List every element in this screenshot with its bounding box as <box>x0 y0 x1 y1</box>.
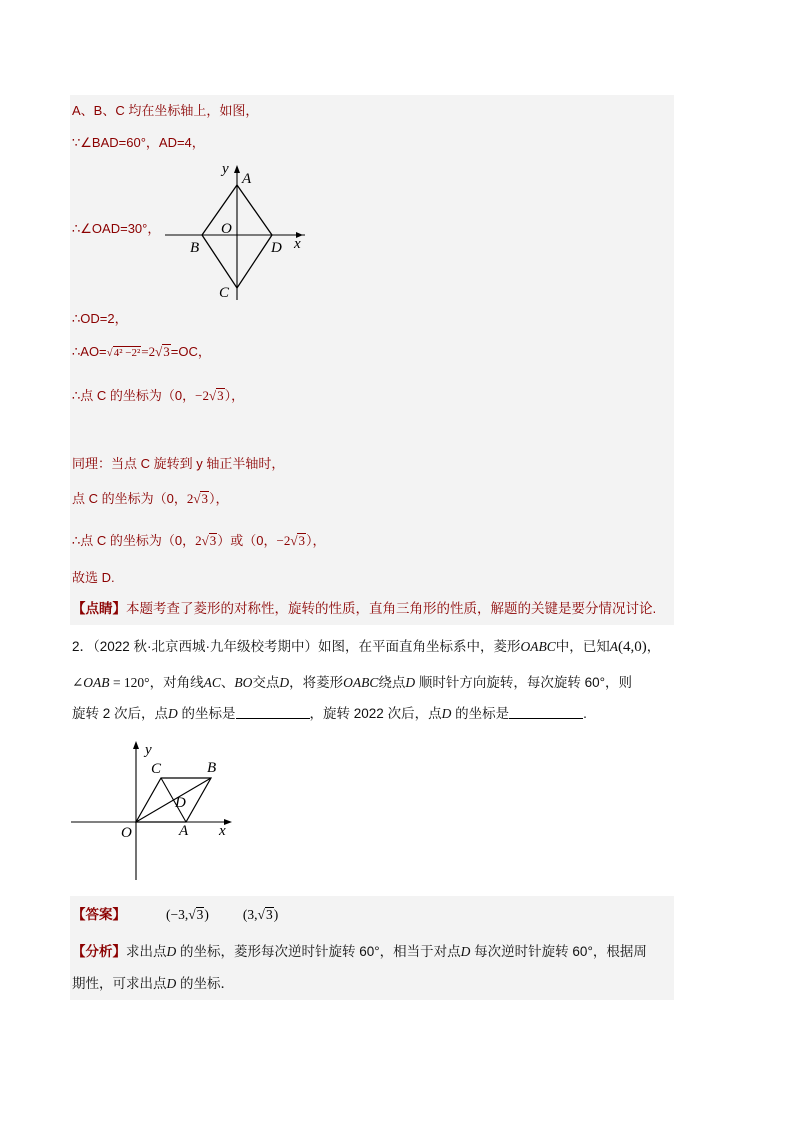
text-after-2022: ，旋转 2022 次后，点 <box>309 706 442 721</box>
problem2-intro: 2．（2022 秋·北京西城·九年级校考期中）如图，在平面直角坐标系中，菱形 <box>72 639 521 654</box>
label-a: A <box>242 171 252 187</box>
text-period: . <box>583 706 587 721</box>
solution-line-3: ∴∠OAD=30°， <box>72 221 161 236</box>
line5-prefix: ∴AO= <box>72 344 107 359</box>
problem2-given: 中，已知 <box>555 639 610 654</box>
problem2-line-2 <box>72 675 632 691</box>
y-axis-arrow <box>234 165 240 173</box>
text-clockwise: 顺时针方向旋转，每次旋转 60°，则 <box>415 675 633 690</box>
solution-line-8: 点 C 的坐标为（0，2√3）， <box>72 491 229 506</box>
line6-prefix: ∴点 C 的坐标为（0， <box>72 388 196 403</box>
problem2-line-1 <box>72 639 660 655</box>
line9-value-2: −2 <box>276 533 291 548</box>
label-o: O <box>221 221 232 237</box>
line6-radicand: 3 <box>217 388 224 403</box>
label-b: B <box>207 760 217 776</box>
label-y: y <box>145 742 152 758</box>
text-coord-is: 的坐标是 <box>177 706 236 721</box>
shape-oabc-2: OABC <box>343 675 379 690</box>
point-d-4: D <box>441 706 452 721</box>
text-sep: 、 <box>220 675 235 690</box>
analysis-text-e: 的坐标． <box>176 976 235 991</box>
line8-radicand: 3 <box>201 491 208 506</box>
point-a: A <box>609 639 619 654</box>
line9-mid: ）或（0， <box>217 533 277 548</box>
analysis-line-1 <box>72 944 647 960</box>
analysis-point-d-3: D <box>166 976 177 991</box>
shape-oabc: OABC <box>520 639 556 654</box>
text-rotate: ，将菱形 <box>289 675 344 690</box>
answer-blank-2[interactable] <box>509 706 583 719</box>
label-o: O <box>121 825 132 841</box>
solution-line-4: ∴OD=2， <box>72 311 128 326</box>
solution-line-7: 同理：当点 C 旋转到 y 轴正半轴时， <box>72 456 285 471</box>
line6-post: ）， <box>224 388 245 403</box>
text-around: 绕点 <box>378 675 406 690</box>
analysis-line-2 <box>72 976 234 992</box>
text-diagonal: ，对角线 <box>149 675 204 690</box>
point-d-2: D <box>405 675 416 690</box>
line9-prefix: ∴点 C 的坐标为（0， <box>72 533 196 548</box>
diag-bo: BO <box>234 675 253 690</box>
comment-line <box>72 601 656 617</box>
solution-line-1: A、B、C 均在坐标轴上，如图， <box>72 103 259 118</box>
line9-post: ）， <box>305 533 326 548</box>
rhombus-figure-2 <box>68 738 238 883</box>
analysis-point-d: D <box>166 944 177 959</box>
analysis-text-a: 求出点 <box>126 944 167 959</box>
point-d: D <box>279 675 290 690</box>
label-a: A <box>179 823 189 839</box>
comment-tag: 【点睛】 <box>72 601 126 616</box>
line9-value-1: 2 <box>195 533 202 548</box>
label-x: x <box>294 236 301 252</box>
label-d: D <box>271 240 282 256</box>
answer-tag: 【答案】 <box>72 907 126 922</box>
solution-line-2: ∵∠BAD=60°，AD=4， <box>72 135 205 150</box>
problem2-comma: ， <box>646 639 661 654</box>
line5-post: =OC， <box>170 344 211 359</box>
answer-2-post: ) <box>273 907 279 922</box>
solution-line-10: 故选 D. <box>72 570 115 585</box>
angle-oab: ∠OAB <box>72 675 110 690</box>
point-a-coord: (4,0) <box>618 639 647 655</box>
analysis-text-b: 的坐标，菱形每次逆时针旋转 60°，相当于对点 <box>176 944 461 959</box>
solution-line-6: ∴点 C 的坐标为（0，−2√3）， <box>72 388 245 403</box>
comment-text: 本题考查了菱形的对称性，旋转的性质，直角三角形的性质，解题的关键是要分情况讨论. <box>126 601 657 616</box>
line5-radicand: 4² −2² <box>113 347 141 359</box>
y-axis-arrow <box>133 741 139 749</box>
analysis-tag: 【分析】 <box>72 944 126 959</box>
angle-value: = 120° <box>109 675 150 690</box>
label-y: y <box>222 161 229 177</box>
line5-mid: =2 <box>141 344 156 359</box>
label-c: C <box>151 761 162 777</box>
answer-1-prefix: (−3, <box>166 907 189 922</box>
diag-ac: AC <box>203 675 221 690</box>
answer-blank-1[interactable] <box>236 706 310 719</box>
line9-radicand-1: 3 <box>209 533 217 548</box>
line6-value: −2 <box>195 388 209 403</box>
text-after-2: 旋转 2 次后，点 <box>72 706 169 721</box>
problem2-line-3 <box>72 706 587 722</box>
answer-2-prefix: (3, <box>242 907 258 922</box>
line9-radicand-2: 3 <box>298 533 305 548</box>
solution-line-9: ∴点 C 的坐标为（0，2√3）或（0，−2√3）， <box>72 533 326 548</box>
point-d-3: D <box>168 706 178 721</box>
rhombus-figure-1 <box>160 155 310 305</box>
analysis-text-d: 期性，可求出点 <box>72 976 167 991</box>
line5-radicand-2: 3 <box>163 344 170 359</box>
label-x: x <box>219 823 226 839</box>
text-coord-is-2: 的坐标是 <box>451 706 510 721</box>
label-c: C <box>219 285 230 301</box>
label-b: B <box>190 240 200 256</box>
line8-value: 2 <box>186 491 194 506</box>
solution-line-5: ∴AO=√4² −2²=2√3=OC， <box>72 344 211 359</box>
analysis-text-c: 每次逆时针旋转 60°，根据周 <box>470 944 647 959</box>
text-intersect: 交点 <box>252 675 280 690</box>
answer-line: 【答案】 (−3,√3) (3,√3) <box>72 907 279 922</box>
answer-1-radicand: 3 <box>196 907 204 922</box>
analysis-point-d-2: D <box>460 944 471 959</box>
label-d: D <box>175 795 186 811</box>
answer-1-post: ) <box>204 907 209 922</box>
answer-2-radicand: 3 <box>265 907 273 922</box>
line8-prefix: 点 C 的坐标为（0， <box>72 491 187 506</box>
line8-post: ）， <box>208 491 229 506</box>
